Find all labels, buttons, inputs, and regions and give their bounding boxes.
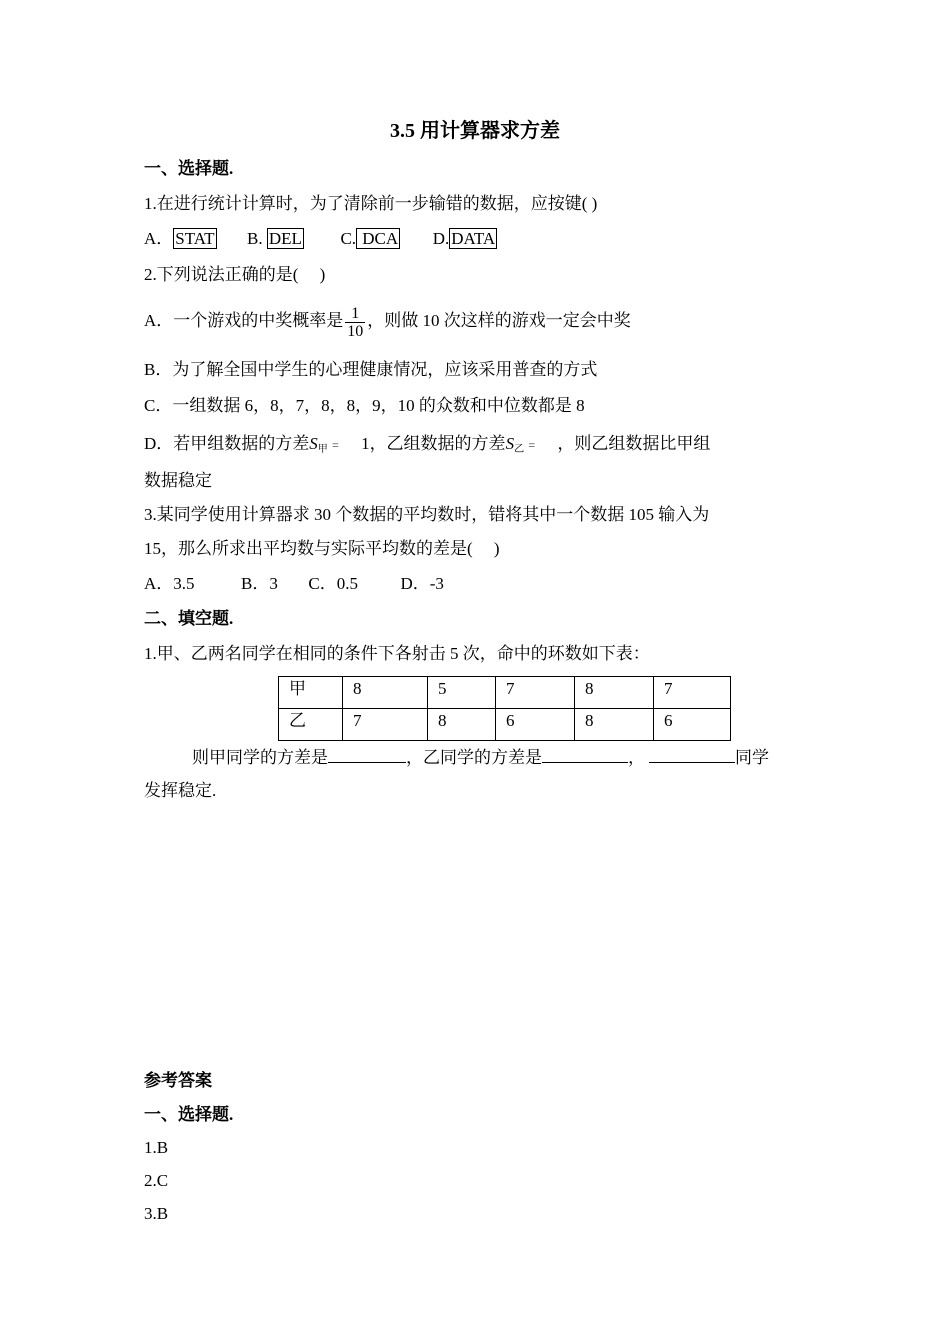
q1-option-a: A． STAT <box>144 229 215 248</box>
fill-question-1-blanks: 则甲同学的方差是 ，乙同学的方差是 ， 同学 <box>192 748 769 767</box>
table-cell: 6 <box>654 709 731 741</box>
question-1-stem: 1.在进行统计计算时，为了清除前一步输错的数据，应按键( ) <box>144 194 598 213</box>
key-stat: STAT <box>175 229 215 248</box>
question-2-option-d: D．若甲组数据的方差$S_甲 = 1$，乙组数据的方差$S_乙$ = ，则乙组数据比甲组 <box>144 434 711 455</box>
question-2-option-b: B．为了解全国中学生的心理健康情况，应该采用普查的方式 <box>144 360 598 379</box>
question-1-options <box>144 228 497 250</box>
answers-heading: 参考答案 <box>144 1071 212 1090</box>
variance-symbol-yi: $S_乙$ <box>505 434 525 455</box>
table-row-yi <box>279 709 731 741</box>
table-cell: 7 <box>654 677 731 709</box>
question-2-stem: 2.下列说法正确的是( ) <box>144 265 326 284</box>
answer-item: 3.B <box>144 1204 169 1223</box>
q1-option-c: C. DCA <box>340 229 399 248</box>
question-2-option-d-continued: 数据稳定 <box>144 471 212 490</box>
table-cell: 8 <box>428 709 496 741</box>
answer-item: 2.C <box>144 1171 169 1190</box>
variance-symbol-jia: $S_甲$ <box>309 434 328 455</box>
blank-jia-variance[interactable] <box>328 746 406 763</box>
q3-option-b: B．3 <box>241 574 278 593</box>
question-2-option-c: C．一组数据 6，8，7，8，8，9，10 的众数和中位数都是 8 <box>144 396 585 415</box>
table-cell: 8 <box>575 709 654 741</box>
page-title: 3.5 用计算器求方差 <box>390 120 560 142</box>
table-row-jia <box>279 677 731 709</box>
blank-stable-student[interactable] <box>649 746 735 763</box>
table-cell: 甲 <box>279 677 343 709</box>
key-dca: DCA <box>358 229 399 248</box>
answer-item: 1.B <box>144 1138 169 1157</box>
table-cell: 8 <box>575 677 654 709</box>
table-cell: 7 <box>496 677 575 709</box>
key-del: DEL <box>268 229 302 248</box>
answers-section-heading: 一、选择题. <box>144 1105 234 1124</box>
q1-option-b: B. DEL <box>247 229 302 248</box>
table-cell: 8 <box>343 677 428 709</box>
table-cell: 7 <box>343 709 428 741</box>
question-3-stem-line1: 3.某同学使用计算器求 30 个数据的平均数时，错将其中一个数据 105 输入为 <box>144 505 710 524</box>
fill-question-1-continued: 发挥稳定. <box>144 781 217 800</box>
table-cell: 5 <box>428 677 496 709</box>
question-2-option-a: A．一个游戏的中奖概率是 $\frac{1}{10}$ ，则做 10 次这样的游戏一定会中奖 <box>144 304 631 340</box>
key-data: DATA <box>451 229 496 248</box>
section-heading-fill: 二、填空题. <box>144 609 234 628</box>
fraction-one-tenth: $\frac{1}{10}$ <box>347 304 364 340</box>
q1-option-d: D. DATA <box>432 229 496 248</box>
table-cell: 乙 <box>279 709 343 741</box>
section-heading-choice: 一、选择题. <box>144 159 234 178</box>
q3-option-d: D．-3 <box>400 574 444 593</box>
shooting-scores-table <box>278 676 731 741</box>
blank-yi-variance[interactable] <box>542 746 628 763</box>
question-3-stem-line2: 15，那么所求出平均数与实际平均数的差是( ) <box>144 539 500 558</box>
fill-question-1-stem: 1.甲、乙两名同学在相同的条件下各射击 5 次，命中的环数如下表： <box>144 644 650 663</box>
question-3-options <box>144 573 444 595</box>
q3-option-c: C．0.5 <box>308 574 358 593</box>
table-cell: 6 <box>496 709 575 741</box>
q3-option-a: A．3.5 <box>144 574 195 593</box>
